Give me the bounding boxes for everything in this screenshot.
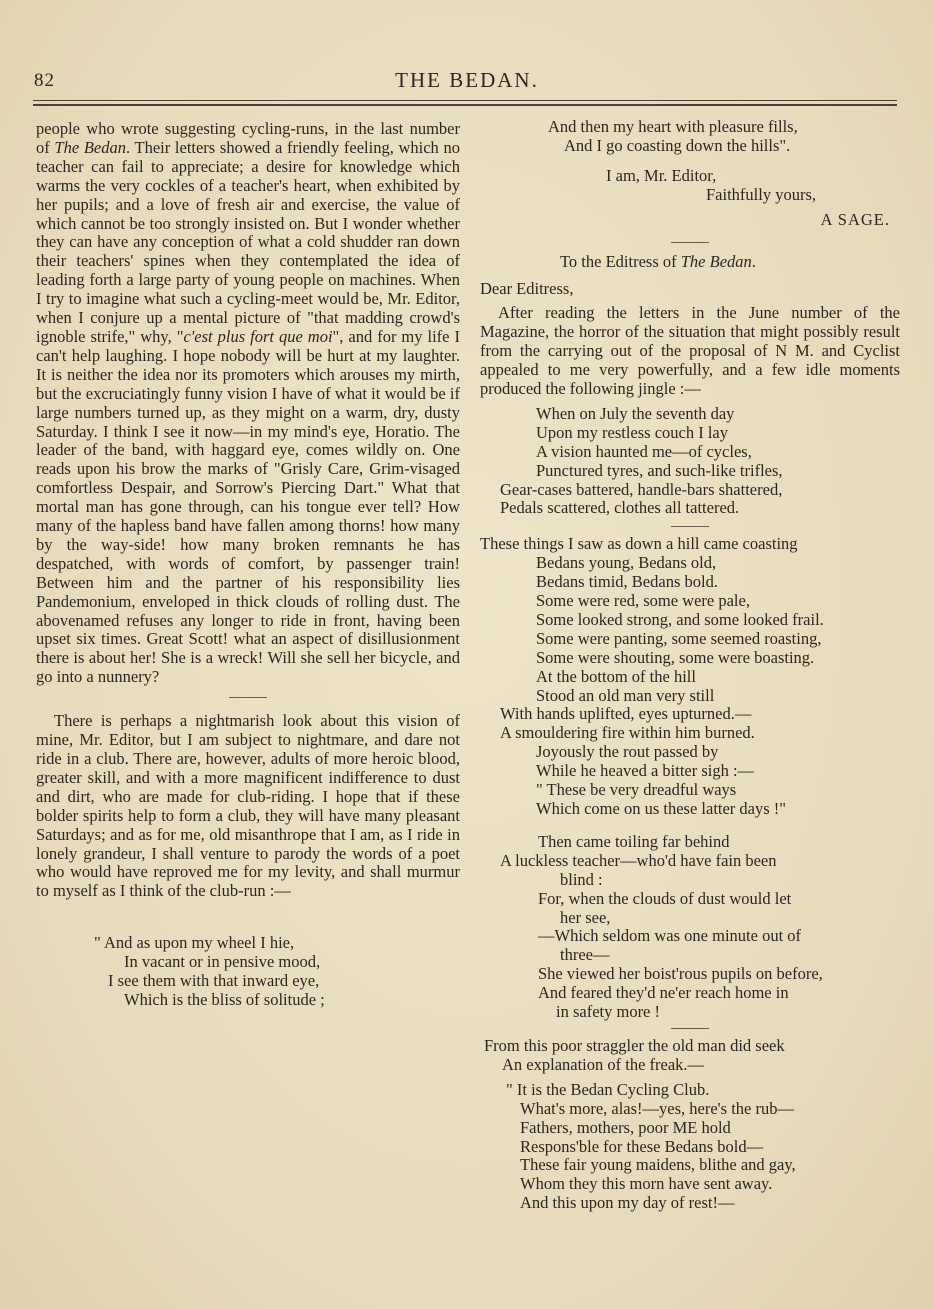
letter-paragraph: After reading the letters in the June number of the Magazine, the horror of the situation that might possibly result from the carrying out of the proposal of N M. and Cyclist appealed to me very powerfully, and a few idle moments produced the following jingle :—	[480, 303, 900, 398]
right-column	[480, 118, 900, 1213]
stanza-5	[480, 1081, 900, 1213]
verse-line: Punctured tyres, and such-like trifles,	[536, 460, 783, 480]
separator-rule	[671, 526, 709, 527]
verse-line: Joyously the rout passed by	[536, 742, 719, 762]
verse-line: " These be very dreadful ways	[536, 780, 737, 800]
verse-line: Whom they this morn have sent away.	[520, 1174, 773, 1194]
verse-line: An explanation of the freak.—	[502, 1054, 705, 1074]
verse-line: Bedans timid, Bedans bold.	[536, 572, 718, 592]
verse-line: —Which seldom was one minute out of	[538, 926, 802, 946]
verse-line: A vision haunted me—of cycles,	[536, 441, 752, 461]
stanza-4	[480, 1037, 900, 1075]
verse-line: In vacant or in pensive mood,	[124, 952, 321, 972]
text-run: To the Editress of	[560, 251, 681, 271]
verse-line: What's more, alas!—yes, here's the rub—	[520, 1098, 794, 1118]
verse-line: And I go coasting down the hills".	[564, 135, 791, 155]
left-column	[36, 120, 460, 1010]
salutation: Dear Editress,	[480, 279, 574, 299]
verse-line: She viewed her boist'rous pupils on before,	[538, 964, 823, 984]
verse-line: Fathers, mothers, poor ME hold	[520, 1117, 731, 1137]
verse-line: Upon my restless couch I lay	[536, 422, 728, 442]
verse-line: These fair young maidens, blithe and gay,	[520, 1155, 796, 1175]
stanza-3	[480, 833, 900, 1022]
header-rule	[33, 100, 897, 101]
verse-line: her see,	[560, 907, 611, 927]
verse-line: Pedals scattered, clothes all tattered.	[500, 498, 740, 518]
verse-line: Which is the bliss of solitude ;	[124, 989, 325, 1009]
italic-title: The Bedan	[54, 137, 126, 157]
header-rule-thick	[33, 104, 897, 106]
verse-line: For, when the clouds of dust would let	[538, 888, 792, 908]
separator-rule	[671, 242, 709, 243]
letter-paragraph-1	[36, 120, 460, 687]
text-run: . Their letters showed a friendly feeling, which no teacher can fail to appreciate; a desire for knowledge which warms the very cockles of a teacher's heart, when exhibited by her pupils; and a love of fresh air and exercise, the value of which cannot be too strongly insisted on. But I wonder whether they can have any conception of what a cold shudder ran down their teachers' spines when they contemplated the idea of leading forth a large party of young people on machines. When I try to imagine what such a cycling-meet would be, Mr. Editor, when I conjure up a mental picture of "that madding crowd's ignoble strife," why, "	[36, 137, 460, 346]
verse-line: " And as upon my wheel I hie,	[94, 933, 295, 953]
closing-line: I am, Mr. Editor,	[606, 165, 717, 185]
verse-line: These things I saw as down a hill came coasting	[480, 534, 798, 554]
italic-phrase: c'est plus fort que moi	[183, 326, 333, 346]
verse-line: A luckless teacher—who'd have fain been	[500, 850, 777, 870]
text-run: ", and for my life I can't help laughing. I hope nobody will be hurt at my laughter. It is neither the idea nor its promoters which arouses my mirth, but the excruciatingly funny vision I have of what it would be if large numbers turned up, as they might on a warm, dry, dusty Saturday. I think I see it now—in my mind's eye, Horatio. The leader of the band, with haggard eye, comes wildly on. One reads upon his brow the marks of "Grisly Care, Grim-visaged comfortless Despair, and Sorrow's Piercing Dart." What that mortal man has gone through, can his tongue ever tell? How many of the hapless band have fallen among thorns! how many by the way-side! how many broken remnants he has despatched, with words of comfort, by passenger train! Between him and the partner of his responsibility lies Pandemonium, enveloped in thick clouds of rolling dust. The abovenamed refuses any longer to ride in front, having been upset six times. Great Scott! what an aspect of disillusionment there is about her! She is a wreck! Will she sell her bicycle, and go into a nunnery?	[36, 326, 460, 687]
verse-line: And then my heart with pleasure fills,	[548, 117, 798, 136]
verse-line: While he heaved a bitter sigh :—	[536, 761, 755, 781]
verse-line: " It is the Bedan Cycling Club.	[506, 1079, 710, 1099]
verse-line: Some were panting, some seemed roasting,	[536, 628, 822, 648]
italic-title: The Bedan	[680, 251, 752, 271]
text-run: people who wrote suggesting cycling-runs, in the last number of	[36, 119, 460, 157]
verse-line: Which come on us these latter days !"	[536, 799, 787, 818]
letter-address	[480, 253, 900, 272]
verse-line: At the bottom of the hill	[536, 666, 696, 686]
letter-paragraph-2: There is perhaps a nightmarish look about this vision of mine, Mr. Editor, but I am subject to nightmare, and dare not ride in a club. There are, however, adults of more heroic blood, greater skill, and with a more magnificent indifference to dust and dirt, who are made for club-riding. I hope that if these bolder spirits help to form a club, they will have many pleasant Saturdays; and as for me, old misanthrope that I am, as I ride in lonely grandeur, I shall venture to parody the words of a poet who would have reproved me for my levity, and shall murmur to myself as I think of the club-run :—	[36, 711, 460, 901]
verse-line: in safety more !	[556, 1002, 661, 1022]
verse-line: Respons'ble for these Bedans bold—	[520, 1136, 764, 1156]
verse-line: I see them with that inward eye,	[108, 971, 320, 991]
verse-line: A smouldering fire within him burned.	[500, 723, 755, 743]
verse-line: three—	[560, 945, 610, 965]
page-number: 82	[34, 70, 55, 91]
running-title: THE BEDAN.	[395, 68, 539, 92]
stanza-1	[480, 405, 900, 518]
signature: A SAGE.	[820, 209, 890, 229]
verse-line: And feared they'd ne'er reach home in	[538, 983, 789, 1003]
verse-line: Gear-cases battered, handle-bars shattered,	[500, 479, 783, 499]
verse-line: Some were red, some were pale,	[536, 591, 750, 611]
verse-line: When on July the seventh day	[536, 403, 735, 423]
stanza-2	[480, 535, 900, 819]
verse-line: blind :	[560, 869, 603, 889]
valediction: Faithfully yours,	[706, 184, 816, 204]
verse-line: Then came toiling far behind	[538, 831, 730, 851]
verse-line: Bedans young, Bedans old,	[536, 553, 717, 573]
separator-rule	[671, 1028, 709, 1029]
verse-block	[36, 934, 460, 1010]
verse-line: From this poor straggler the old man did seek	[484, 1035, 785, 1055]
text-run: .	[751, 251, 756, 271]
verse-line: Stood an old man very still	[536, 685, 715, 705]
verse-line: With hands uplifted, eyes upturned.—	[500, 704, 752, 724]
verse-line: Some were shouting, some were boasting.	[536, 647, 815, 667]
separator-rule	[229, 697, 267, 698]
verse-line: Some looked strong, and some looked frail.	[536, 609, 824, 629]
verse-line: And this upon my day of rest!—	[520, 1193, 735, 1213]
